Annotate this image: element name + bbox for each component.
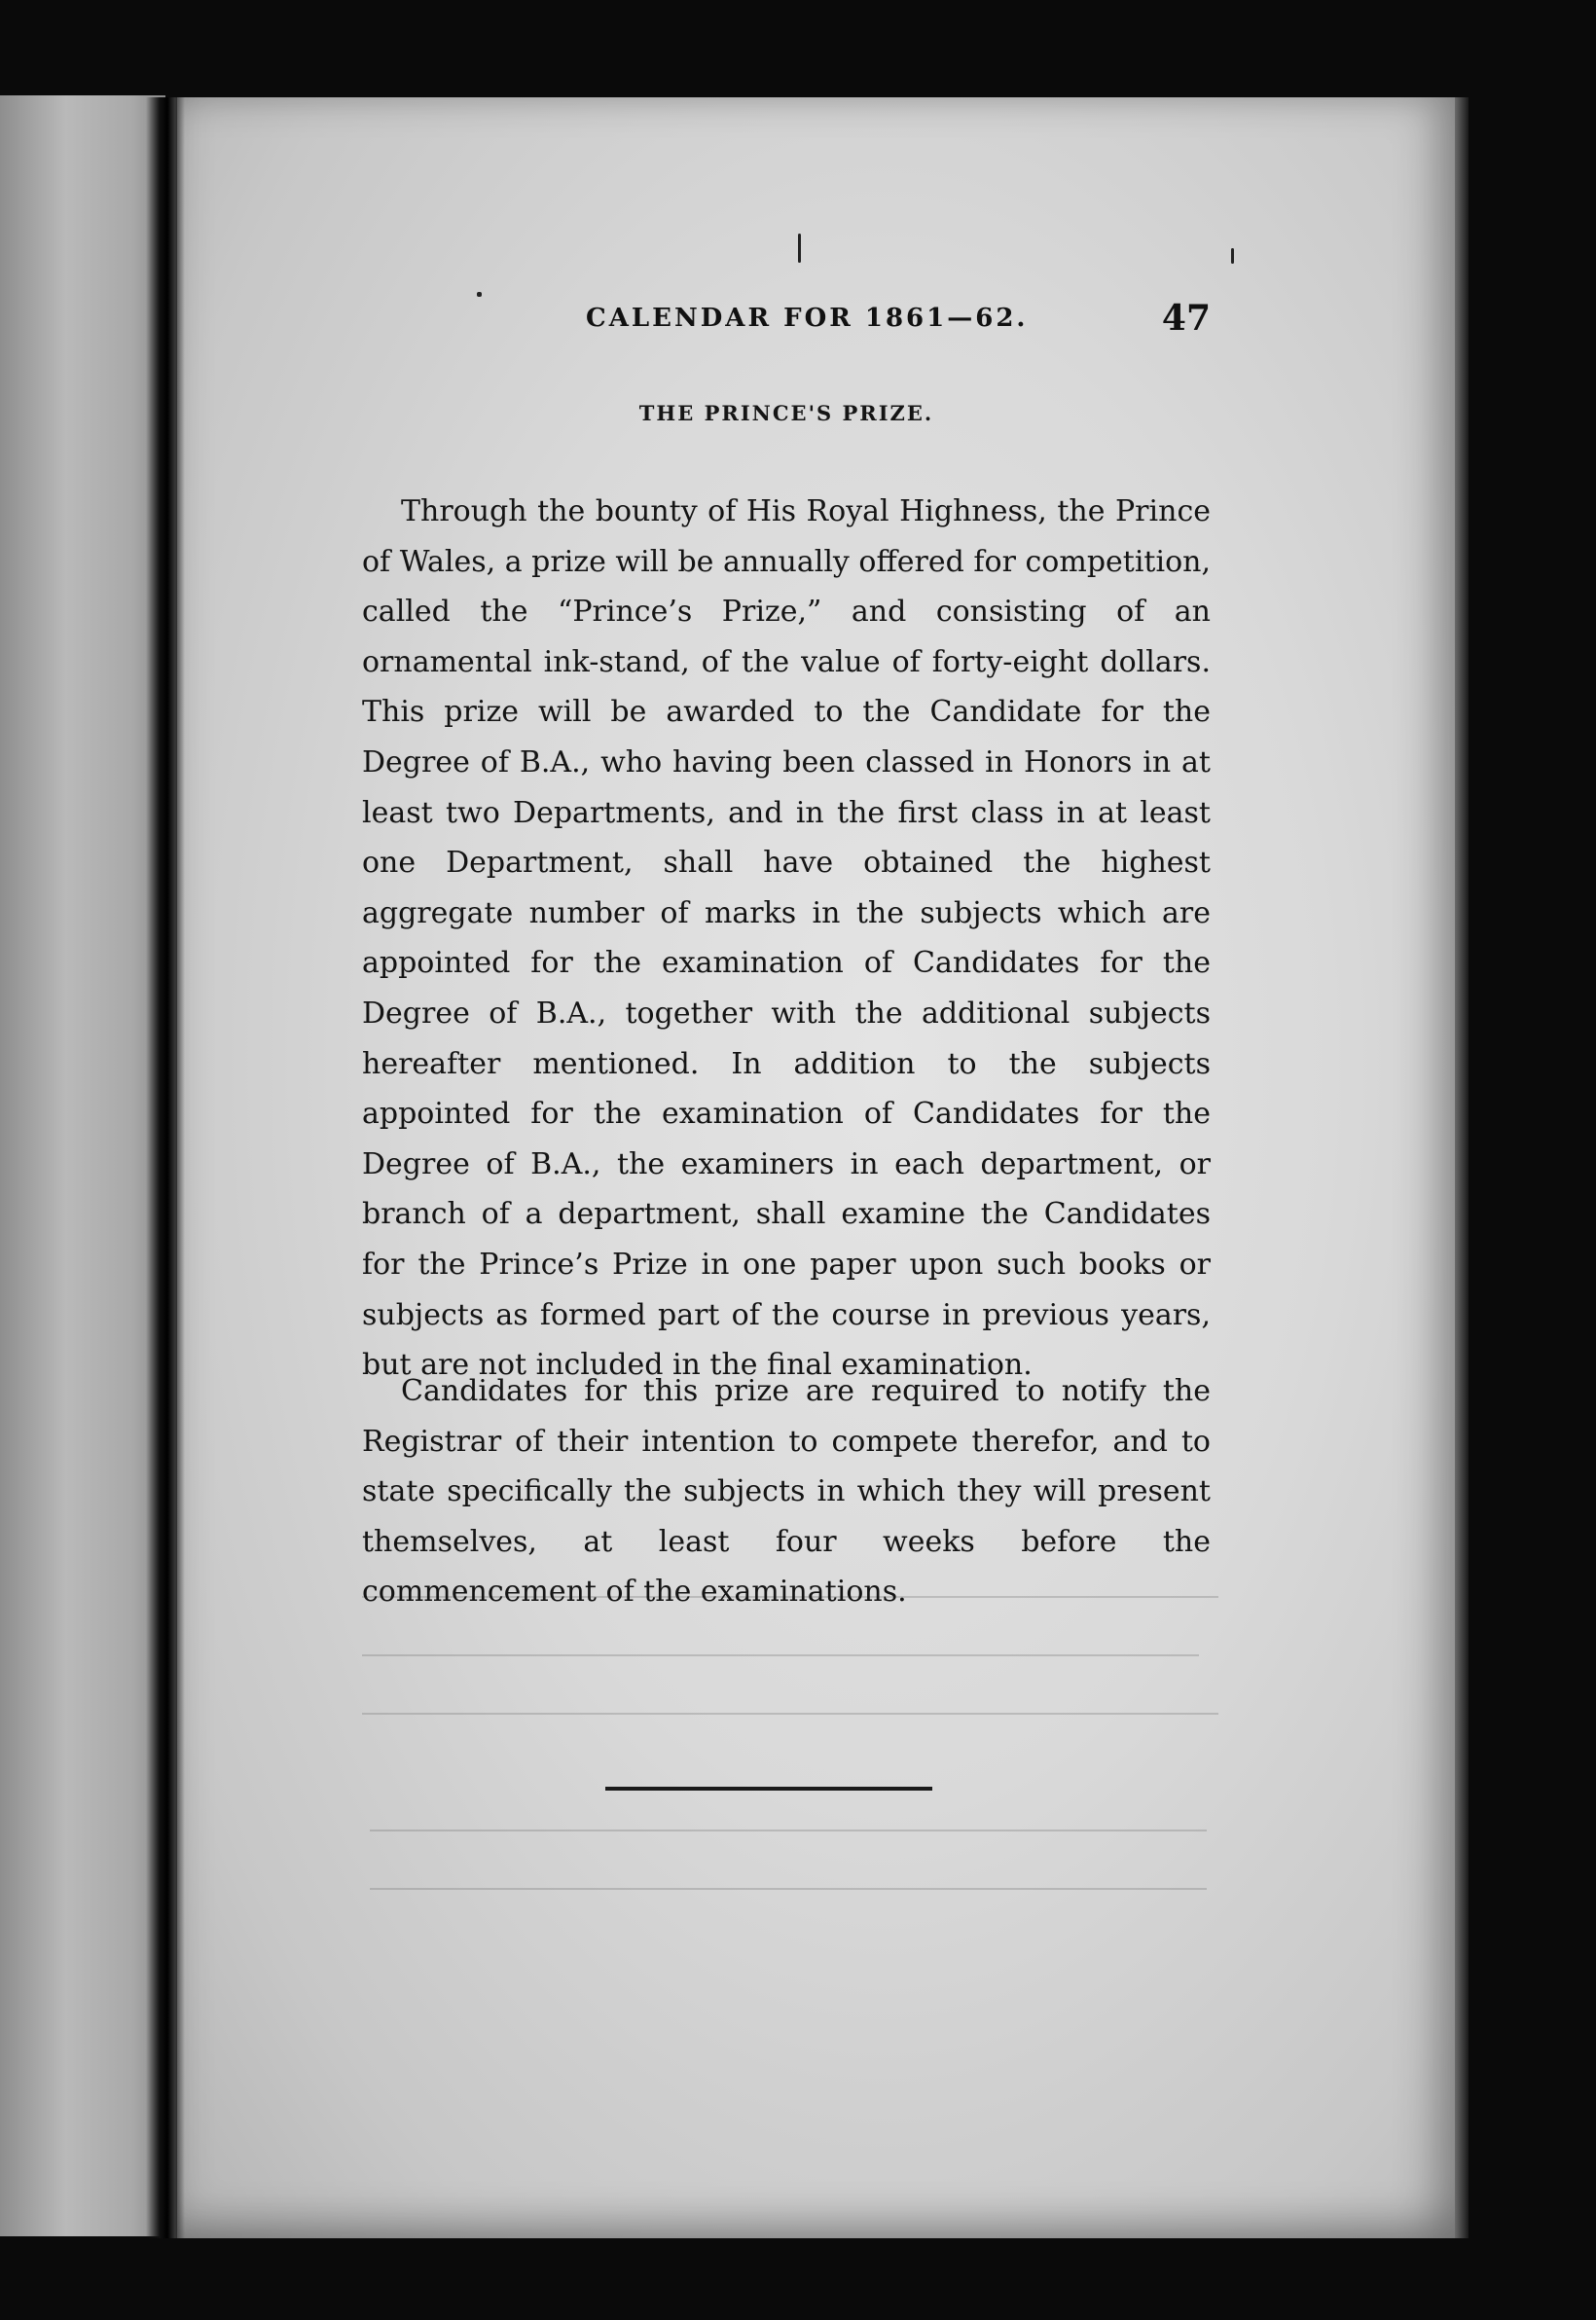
section-title: THE PRINCE'S PRIZE.	[638, 401, 934, 425]
facing-page-edge	[0, 95, 165, 2236]
book-gutter	[146, 97, 185, 2238]
show-through	[370, 1830, 1207, 1831]
show-through	[370, 1888, 1207, 1890]
page-number: 47	[1161, 298, 1211, 339]
show-through	[362, 1713, 1218, 1715]
running-head: CALENDAR FOR 1861—62.	[586, 304, 1029, 333]
page-header	[362, 298, 1211, 346]
stray-mark	[798, 234, 801, 263]
stray-mark	[477, 292, 482, 297]
body-paragraph: Through the bounty of His Royal Highness, the Prince of Wales, a prize will be annually offered for competition, called the “Prince’s Prize,” and consisting of an ornamental ink-stand, of the value of forty-eight dollars. This prize will be awarded to the Candidate for the Degree of B.A., who having been classed in Honors in at least two Departments, and in the first class in at least one Department, shall have obtained the highest aggregate number of marks in the subjects which are appointed for the examination of Candidates for the Degree of B.A., together with the additional subjects hereafter mentioned. In addition to the subjects appointed for the examination of Candidates for the Degree of B.A., the examiners in each department, or branch of a department, shall examine the Candidates for the Prince’s Prize in one paper upon such books or subjects as formed part of the course in previous years, but are not included in the final examination.	[362, 494, 1211, 1383]
stray-mark	[1231, 248, 1234, 264]
body-paragraph: Candidates for this prize are required to notify the Registrar of their intention to compete therefor, and to state specifically the subjects in which they will present themselves, at least four weeks before the commencement of the examinations.	[362, 1374, 1211, 1610]
show-through	[362, 1654, 1199, 1656]
end-rule	[605, 1787, 932, 1791]
page-edge-shadow	[1455, 97, 1469, 2238]
